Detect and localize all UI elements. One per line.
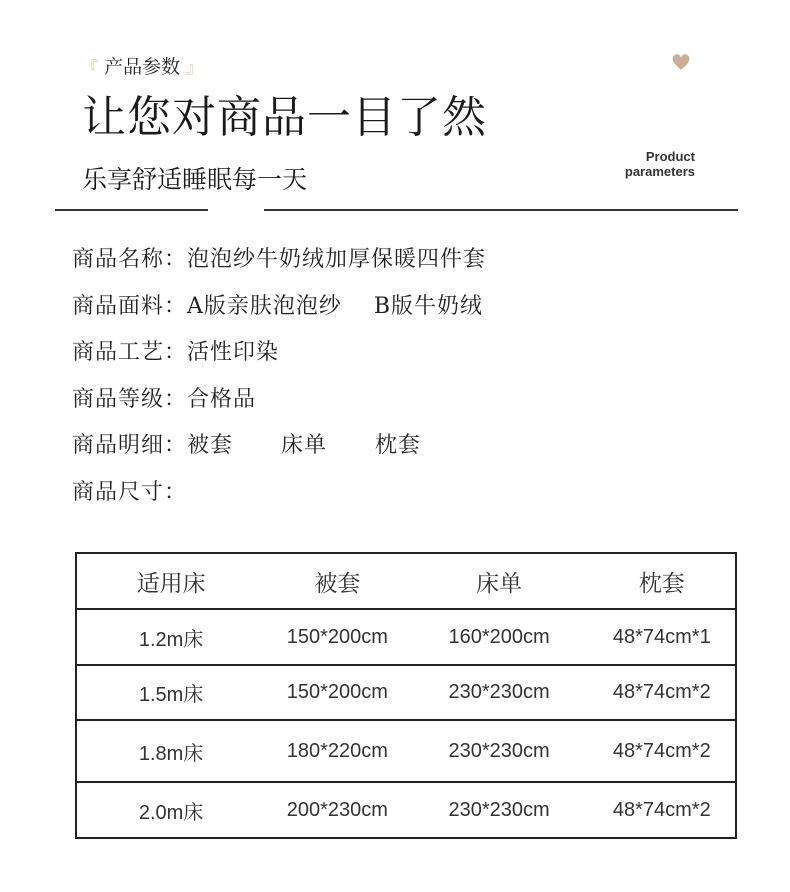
english-caption-line-2: parameters [624, 164, 695, 179]
spec-value: 被套 床单 枕套 [187, 433, 421, 458]
spec-label: 商品面料： [72, 293, 188, 319]
spec-row-name [72, 240, 486, 287]
spec-label: 商品工艺： [72, 340, 188, 365]
spec-row-grade [72, 380, 486, 427]
size-table [75, 552, 737, 839]
cell-bed-size: 1.2m床 [76, 609, 265, 665]
cell-bed-sheet: 160*200cm [410, 609, 589, 665]
spec-label: 商品明细： [72, 433, 188, 458]
cell-bed-sheet: 230*230cm [410, 782, 589, 838]
cell-pillowcase: 48*74cm*1 [589, 609, 736, 665]
cell-bed-size: 2.0m床 [76, 782, 265, 838]
spec-label: 商品名称： [72, 247, 188, 272]
cell-bed-sheet: 230*230cm [410, 720, 589, 782]
spec-value: A版亲肤泡泡纱 B版牛奶绒 [187, 293, 484, 319]
tag-label: 产品参数 [104, 56, 181, 78]
cell-pillowcase: 48*74cm*2 [589, 720, 736, 782]
header-bed-size: 适用床 [76, 553, 265, 609]
spec-row-fabric [72, 287, 486, 334]
table-header-row [76, 553, 736, 609]
spec-value: 泡泡纱牛奶绒加厚保暖四件套 [187, 247, 487, 272]
cell-bed-size: 1.8m床 [76, 720, 265, 782]
section-tag [82, 52, 202, 79]
spec-row-craft [72, 333, 486, 380]
table-row [76, 609, 736, 665]
table-row [76, 665, 736, 720]
cell-duvet-cover: 180*220cm [265, 720, 409, 782]
cell-duvet-cover: 150*200cm [265, 609, 409, 665]
cell-pillowcase: 48*74cm*2 [589, 782, 736, 838]
bracket-close: 』 [186, 58, 203, 77]
spec-value: 活性印染 [187, 340, 280, 365]
header-pillowcase: 枕套 [589, 553, 736, 609]
table-row [76, 720, 736, 782]
header-bed-sheet: 床单 [410, 553, 589, 609]
bracket-open: 『 [82, 58, 99, 77]
page-headline: 让您对商品一目了然 [82, 92, 487, 143]
spec-list [72, 240, 486, 519]
spec-row-size [72, 473, 486, 520]
spec-row-contents [72, 426, 486, 473]
spec-label: 商品等级： [72, 386, 188, 412]
header-duvet-cover: 被套 [265, 553, 409, 609]
heart-icon [672, 54, 690, 72]
table-row [76, 782, 736, 838]
cell-pillowcase: 48*74cm*2 [589, 665, 736, 720]
english-caption [625, 149, 695, 179]
spec-label: 商品尺寸： [72, 479, 188, 505]
page-subheadline: 乐享舒适睡眠每一天 [82, 165, 308, 194]
cell-bed-sheet: 230*230cm [410, 665, 589, 720]
cell-duvet-cover: 150*200cm [265, 665, 409, 720]
divider-left [55, 209, 208, 211]
cell-duvet-cover: 200*230cm [265, 782, 409, 838]
divider-right [264, 209, 738, 211]
english-caption-line-1: Product [645, 149, 695, 164]
cell-bed-size: 1.5m床 [76, 665, 265, 720]
spec-value: 合格品 [187, 386, 257, 412]
